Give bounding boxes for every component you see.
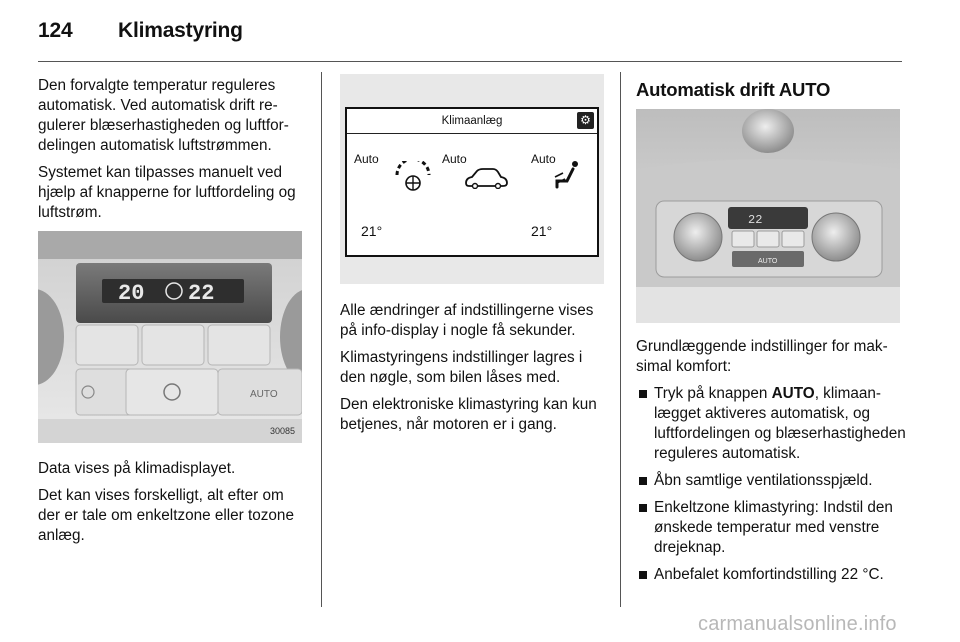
list-item: Tryk på knappen AUTO, klimaanlægget aktiveres automatisk, og luftfordelingen og blæserhastigheden reguleres automatisk. (636, 384, 908, 464)
paragraph: Den elektroniske klimastyring kan kun betjenes, når motoren er i gang. (340, 396, 597, 433)
auto-button-photo (636, 109, 900, 323)
seat-airflow-icon (553, 159, 583, 193)
auto-button-label: AUTO (250, 389, 278, 400)
column-divider-2 (620, 72, 621, 607)
svg-text:22: 22 (748, 213, 763, 227)
auto-button-illustration (636, 109, 900, 323)
svg-text:20: 20 (118, 281, 145, 306)
page-number: 124 (38, 19, 73, 42)
svg-text:22: 22 (188, 281, 215, 306)
instruction-list (636, 384, 908, 585)
column-2 (340, 76, 608, 442)
list-item: Anbefalet komfortindstilling 22 °C. (636, 565, 908, 585)
temperature-right: 21° (531, 223, 553, 239)
section-heading: Automatisk drift AUTO (636, 79, 831, 100)
paragraph: Systemet kan tilpasses manuelt ved hjælp af knapperne for luftfordeling og luftstrøm. (38, 164, 296, 221)
image-number: 30085 (269, 426, 295, 436)
auto-label-left: Auto (354, 152, 379, 166)
paragraph: Den forvalgte temperatur reguleres automatisk. Ved automatisk drift regulerer blæserhastigheden og luftfordelingen automatisk luftstrømmen. (38, 77, 289, 154)
climate-panel-illustration (38, 231, 302, 443)
climate-panel-photo (38, 231, 302, 443)
car-airflow-icon (463, 167, 509, 189)
paragraph: Det kan vises forskelligt, alt efter om der er tale om enkeltzone eller tozone anlæg. (38, 487, 294, 544)
page-title: Klimastyring (118, 19, 243, 42)
auto-label-right: Auto (531, 152, 556, 166)
watermark: carmanualsonline.info (698, 613, 897, 635)
paragraph: Alle ændringer af indstillingerne vises på info-display i nogle få sekunder. (340, 302, 594, 339)
column-1 (38, 76, 308, 553)
list-item: Åbn samtlige ventilationsspjæld. (636, 471, 908, 491)
column-divider-1 (321, 72, 322, 607)
paragraph: Grundlæggende indstillinger for maksimal komfort: (636, 338, 888, 375)
column-3 (636, 76, 908, 592)
list-item: Enkeltzone klimastyring: Indstil den ønskede temperatur med venstre drejeknap. (636, 498, 908, 558)
auto-label-center: Auto (442, 152, 467, 166)
paragraph: Data vises på klimadisplayet. (38, 460, 236, 477)
header-rule (38, 61, 902, 62)
fan-speed-icon (393, 161, 433, 193)
auto-button-label: AUTO (758, 258, 778, 265)
display-title: Klimaanlæg (347, 109, 597, 134)
climate-display-figure (340, 74, 604, 284)
climate-display (345, 107, 599, 257)
settings-icon: ⚙ (577, 112, 594, 129)
temperature-left: 21° (361, 223, 383, 239)
paragraph: Klimastyringens indstillinger lagres i den nøgle, som bilen låses med. (340, 349, 583, 386)
